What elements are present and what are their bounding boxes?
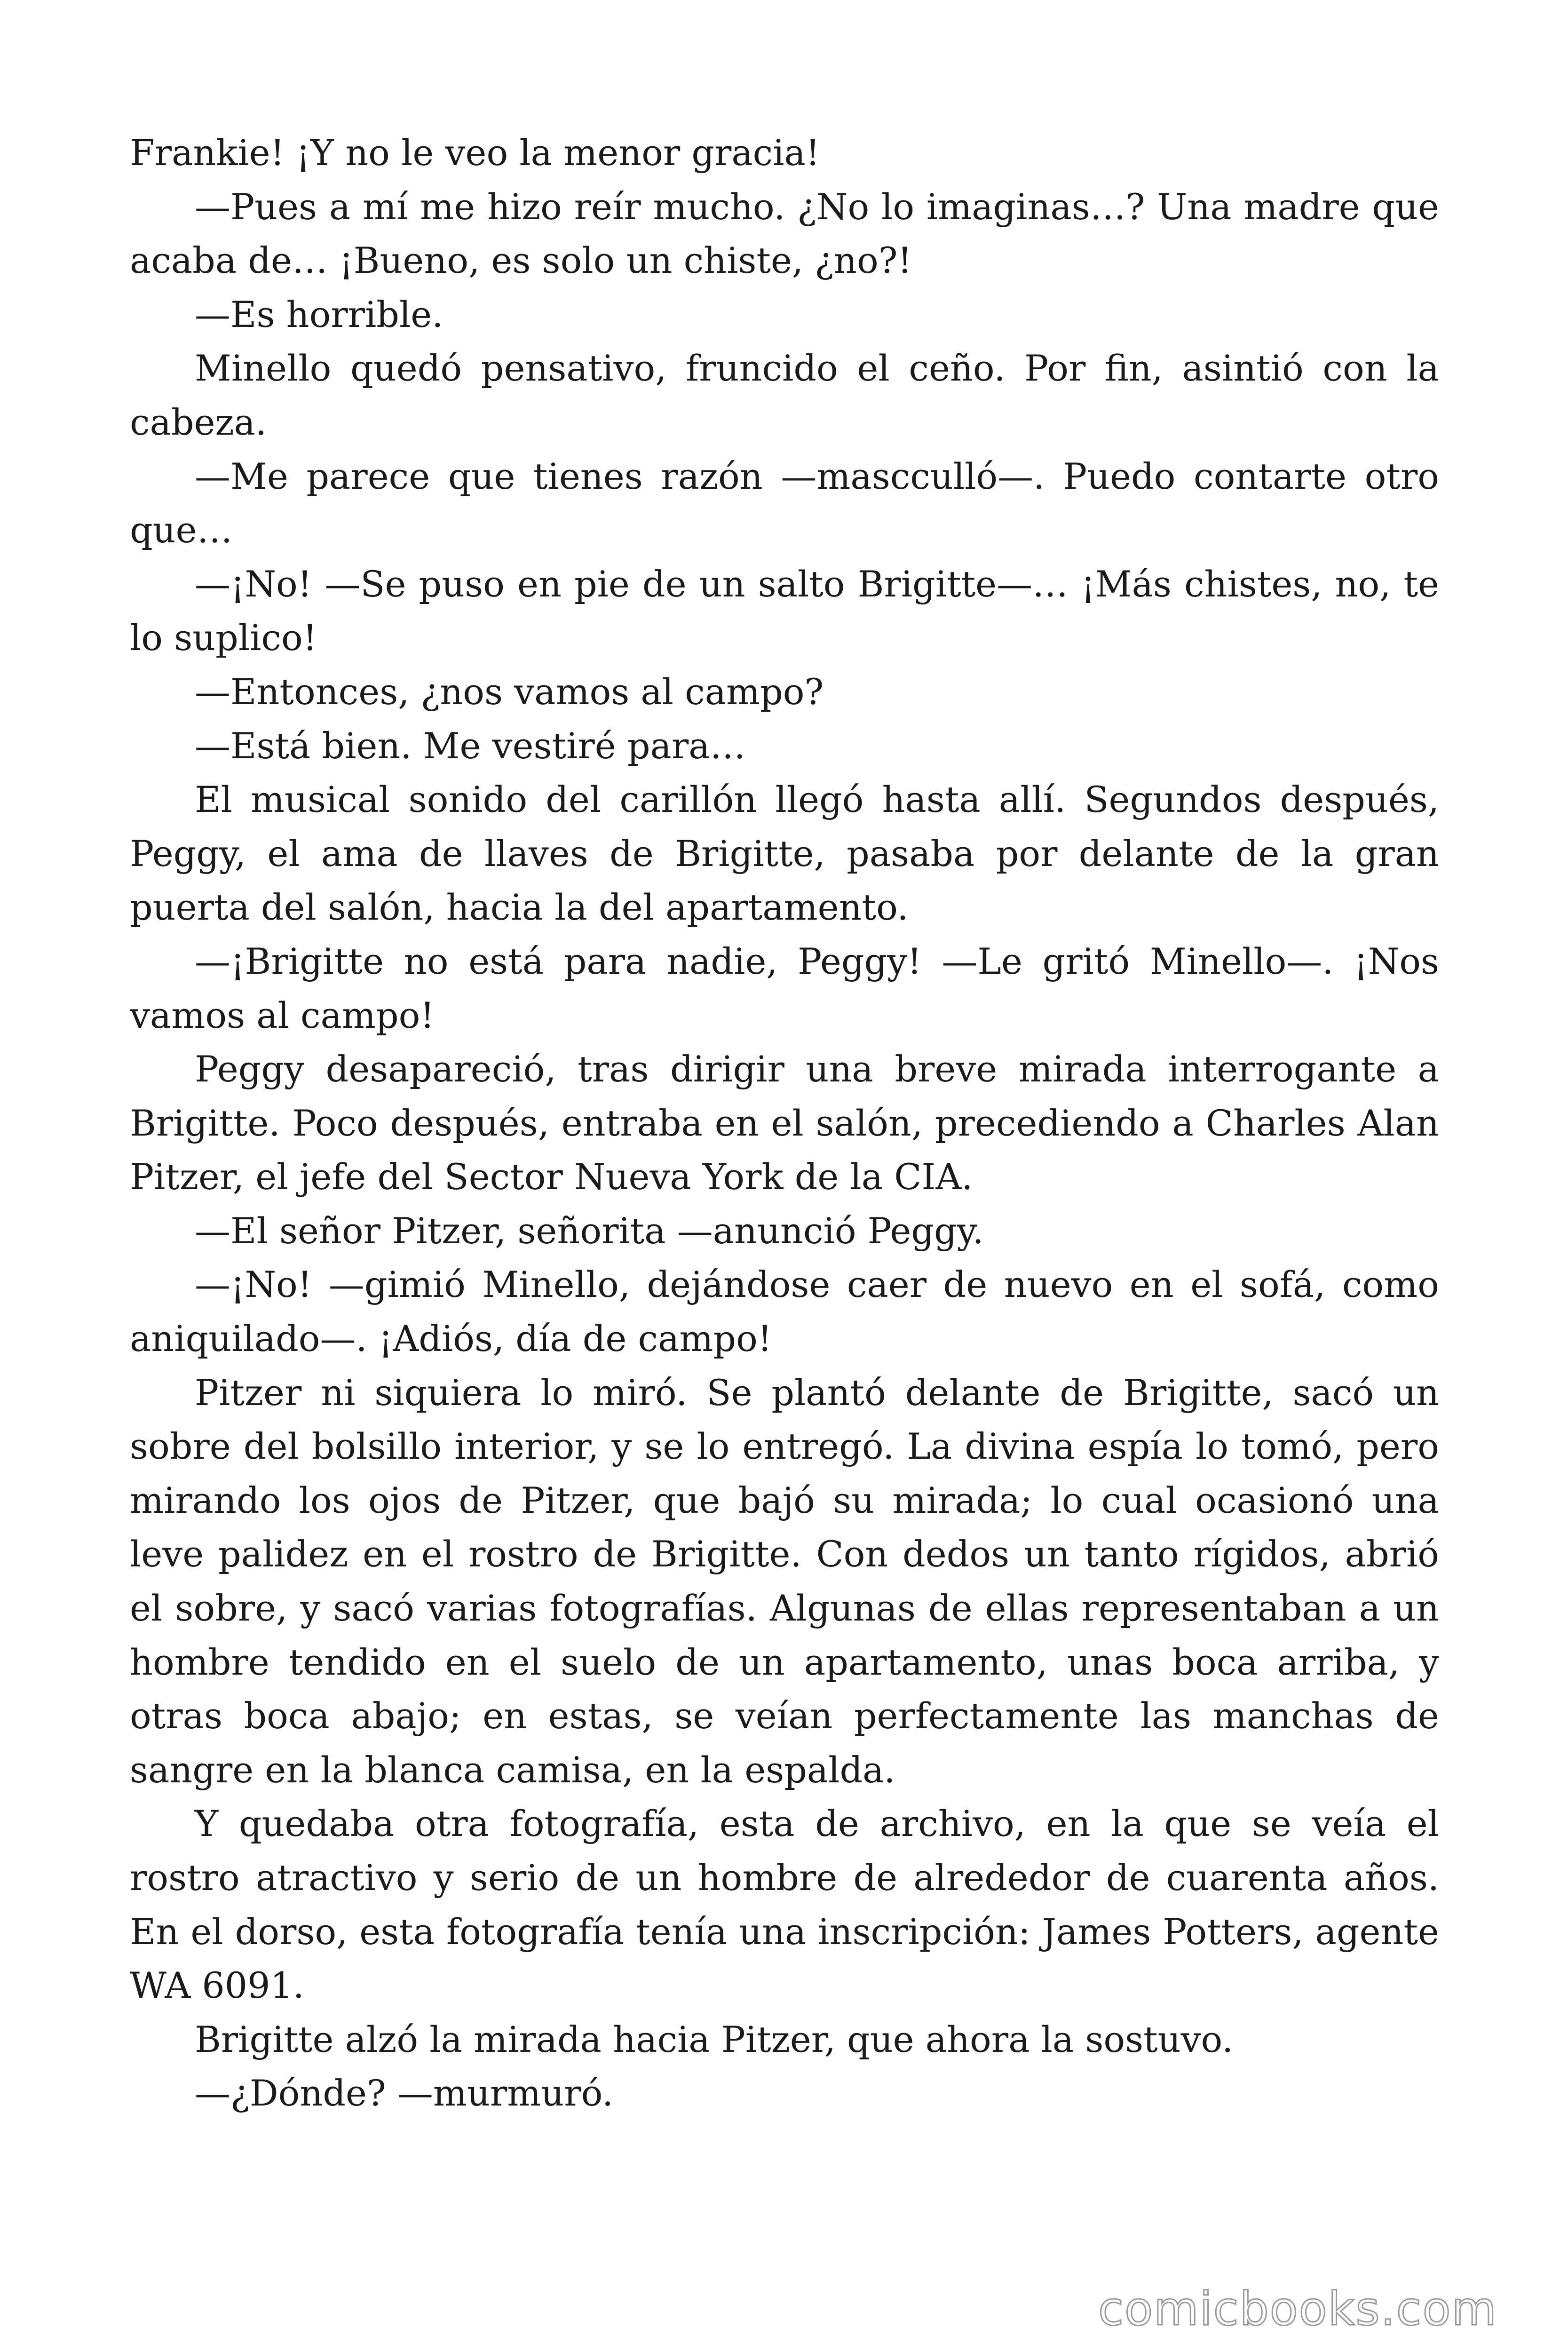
paragraph: —Pues a mí me hizo reír mucho. ¿No lo imaginas…? Una madre que acaba de… ¡Bueno, es solo un chiste, ¿no?! [130,185,1439,282]
paragraph: —¡Brigitte no está para nadie, Peggy! —Le gritó Minello—. ¡Nos vamos al campo! [130,940,1439,1036]
paragraph: —Es horrible. [195,293,443,335]
paragraph: Y quedaba otra fotografía, esta de archivo, en la que se veía el rostro atractivo y serio de un hombre de alrededor de cuarenta años. En el dorso, esta fotografía tenía una inscripción: James Potters, agente WA 6091. [130,1803,1439,2007]
watermark-logo: comicbooks.com [1098,2282,1497,2336]
paragraph: Peggy desapareció, tras dirigir una breve mirada interrogante a Brigitte. Poco después, entraba en el salón, precediendo a Charles Alan Pitzer, el jefe del Sector Nueva York de la CIA. [130,1048,1439,1198]
paragraph: El musical sonido del carillón llegó hasta allí. Segundos después, Peggy, el ama de llaves de Brigitte, pasaba por delante de la gran puerta del salón, hacia la del apartamento. [130,779,1439,929]
paragraph: —Entonces, ¿nos vamos al campo? [195,670,824,713]
paragraph: —¡No! —gimió Minello, dejándose caer de nuevo en el sofá, como aniquilado—. ¡Adiós, día de campo! [130,1263,1439,1360]
paragraph: —¿Dónde? —murmuró. [195,2072,614,2114]
paragraph: —¡No! —Se puso en pie de un salto Brigitte—… ¡Más chistes, no, te lo suplico! [130,563,1439,659]
paragraph-continuation: Frankie! ¡Y no le veo la menor gracia! [130,132,820,174]
paragraph: —Está bien. Me vestiré para… [195,724,746,767]
paragraph: Minello quedó pensativo, fruncido el ceño. Por fin, asintió con la cabeza. [130,347,1439,443]
paragraph: —El señor Pitzer, señorita —anunció Peggy. [195,1209,984,1252]
paragraph: Pitzer ni siquiera lo miró. Se plantó delante de Brigitte, sacó un sobre del bolsillo interior, y se lo entregó. La divina espía lo tomó, pero mirando los ojos de Pitzer, que bajó su mirada; lo cual ocasionó una leve palidez en el rostro de Brigitte. Con dedos un tanto rígidos, abrió el sobre, y sacó varias fotografías. Algunas de ellas representaban a un hombre tendido en el suelo de un apartamento, unas boca arriba, y otras boca abajo; en estas, se veían perfectamente las manchas de sangre en la blanca camisa, en la espalda. [130,1371,1439,1791]
paragraph: Brigitte alzó la mirada hacia Pitzer, que ahora la sostuvo. [195,2018,1234,2060]
paragraph: —Me parece que tienes razón —mascculló—. Puedo contarte otro que… [130,455,1439,551]
book-page-text [130,126,1439,2121]
